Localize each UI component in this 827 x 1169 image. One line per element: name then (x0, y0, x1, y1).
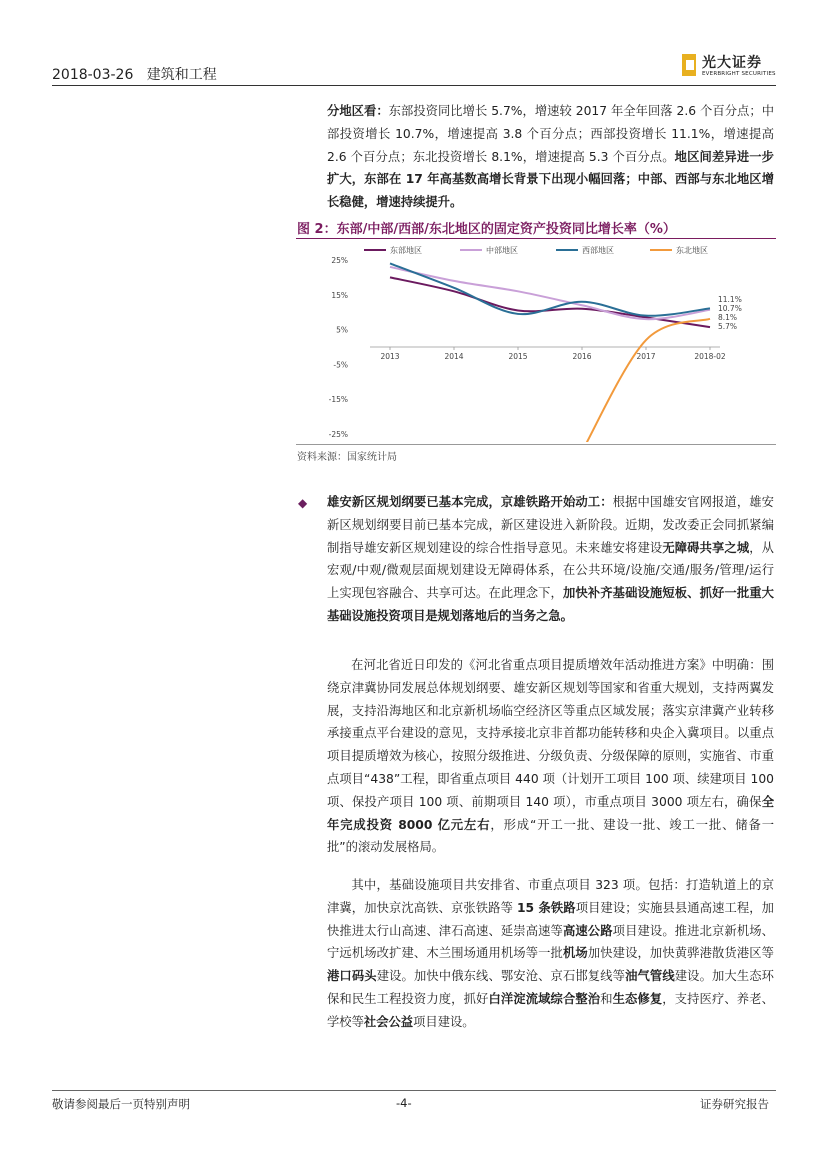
figure-source: 资料来源：国家统计局 (297, 452, 397, 463)
series-line (582, 319, 710, 442)
legend-label: 西部地区 (582, 246, 614, 255)
diamond-bullet-icon: ◆ (298, 496, 308, 510)
hebei-plan-paragraph (327, 654, 774, 859)
para4-bold-5: 油气管线 (625, 969, 675, 984)
para4-bold-1: 15 条铁路 (517, 900, 576, 915)
para4-bold-4: 港口码头 (327, 969, 377, 984)
source-divider (296, 444, 776, 445)
y-tick-label: -5% (333, 360, 348, 370)
xiongan-paragraph (327, 491, 774, 628)
end-value-label: 10.7% (718, 304, 742, 313)
para3-text-1: 在河北省近日印发的《河北省重点项目提质增效年活动推进方案》中明确：围绕京津冀协同发展总体规划纲要、雄安新区规划等国家和省重大规划，支持两翼发展，支持沿海地区和北京新机场临空经济区等重点区域发展；落实京津冀产业转移承接重点平台建设的意见，支持承接北京非首都功能转移和央企入冀项目。以重点项目提质增效为核心，按照分级推进、分级负责、分级保障的原则，实施省、市重点项目“438”工程，即省重点项目 440 项（计划开工项目 100 项、续建项目 100 项、保投产项目 100 项、前期项目 140 项），市重点项目 3000 项左右，确保 (327, 658, 774, 809)
para4-text-4: 加快建设，加快黄骅港散货港区等 (587, 946, 774, 961)
report-category: 建筑和工程 (146, 67, 217, 83)
line-chart (300, 242, 776, 442)
para3-bold-1: 全年完成投资 8000 亿元左右 (327, 794, 774, 832)
para3-text-2: ，形成“开工一批、建设一批、竣工一批、储备一批”的滚动发展格局。 (327, 817, 774, 855)
para4-text-7: 和 (600, 991, 613, 1006)
company-logo (682, 52, 792, 82)
para4-text-3: 项目建设。推进北京新机场、宁远机场改扩建、木兰围场通用机场等一批 (327, 923, 774, 961)
logo-text: 光大证券 (702, 55, 762, 71)
y-tick-label: 5% (336, 325, 348, 335)
para4-text-5: 建设。加快中俄东线、鄂安沧、京石邯复线等 (376, 969, 626, 984)
x-tick-label: 2017 (636, 352, 656, 361)
para1-text: 东部投资同比增长 5.7%，增速较 2017 年全年回落 2.6 个百分点；中部投资增长 10.7%，增速提高 3.8 个百分点；西部投资增长 11.1%，增速提高 2.6 个百分点；东北投资增长 8.1%，增速提高 5.3 个百分点。 (327, 104, 774, 164)
chart-lines (390, 263, 710, 442)
x-tick-label: 2013 (380, 352, 400, 361)
para4-text-2: 项目建设；实施县县通高速工程，加快推进太行山高速、津石高速、延崇高速等 (327, 900, 774, 938)
para1-lead: 分地区看： (327, 104, 389, 118)
para4-text-1: 其中，基础设施项目共安排省、市重点项目 323 项。包括：打造轨道上的京津冀，加快京沈高铁、京张铁路等 (327, 878, 774, 915)
infrastructure-paragraph (327, 874, 774, 1034)
x-tick-label: 2018-02 (694, 352, 726, 361)
para1-bold: 地区间差异进一步扩大，东部在 17 年高基数高增长背景下出现小幅回落；中部、西部与东北地区增长稳健，增速持续提升。 (327, 149, 774, 210)
x-tick-label: 2016 (572, 352, 592, 361)
end-labels (718, 295, 742, 331)
series-line (390, 263, 710, 315)
legend-label: 中部地区 (486, 246, 518, 255)
y-tick-label: 25% (331, 256, 348, 265)
legend-label: 东北地区 (676, 246, 708, 255)
legend-label: 东部地区 (390, 246, 422, 255)
figure-title-divider (296, 238, 776, 239)
para4-text-8: ，支持医疗、养老、学校等 (327, 991, 774, 1029)
x-tick-label: 2015 (508, 352, 528, 361)
end-value-label: 11.1% (718, 295, 742, 304)
para4-bold-7: 生态修复 (612, 991, 663, 1006)
figure-title: 图 2：东部/中部/西部/东北地区的固定资产投资同比增长率（%） (297, 222, 676, 237)
regional-analysis-paragraph (327, 100, 774, 214)
para4-text-9: 项目建设。 (413, 1014, 475, 1029)
para2-bold-3: 加快补齐基础设施短板、抓好一批重大基础设施投资项目是规划落地后的当务之急。 (327, 586, 774, 623)
end-value-label: 5.7% (718, 322, 738, 331)
footer-report-type: 证券研究报告 (700, 1097, 769, 1111)
page-number: -4- (396, 1096, 412, 1110)
para2-text-1: 根据中国雄安官网报道，雄安新区规划纲要目前已基本完成，新区建设进入新阶段。近期，发改委正会同抓紧编制指导雄安新区规划建设的综合性指导意见。未来雄安将建设 (327, 495, 774, 555)
series-line (390, 277, 710, 327)
y-tick-label: -15% (328, 395, 348, 405)
para4-bold-3: 机场 (562, 946, 588, 961)
footer-disclaimer: 敬请参阅最后一页特别声明 (52, 1097, 190, 1111)
report-date: 2018-03-26 (52, 67, 134, 83)
logo-subtext: EVERBRIGHT SECURITIES (702, 71, 776, 77)
series-line (390, 267, 710, 319)
header-divider (52, 85, 776, 86)
para4-text-6: 建设。加大生态环保和民生工程投资力度，抓好 (327, 969, 774, 1006)
y-axis (329, 256, 348, 439)
para2-bold-2: 无障碍共享之城 (662, 540, 750, 555)
x-axis (370, 347, 726, 361)
x-tick-label: 2014 (444, 352, 464, 361)
end-value-label: 8.1% (718, 313, 738, 322)
para4-bold-2: 高速公路 (562, 923, 613, 938)
y-tick-label: 15% (331, 290, 348, 300)
y-tick-label: -25% (328, 430, 348, 439)
para4-bold-8: 社会公益 (363, 1014, 414, 1029)
footer-divider (52, 1090, 776, 1091)
header-info (52, 64, 217, 84)
chart-legend (364, 245, 708, 255)
para4-bold-6: 白洋淀流域综合整治 (488, 991, 601, 1006)
para2-text-2: ，从宏观/中观/微观层面规划建设无障碍体系，在公共环境/设施/交通/服务/管理/运行上实现包容融合、共享可达。在此理念下， (327, 540, 774, 601)
para2-bold-heading: 雄安新区规划纲要已基本完成，京雄铁路开始动工： (327, 495, 613, 509)
